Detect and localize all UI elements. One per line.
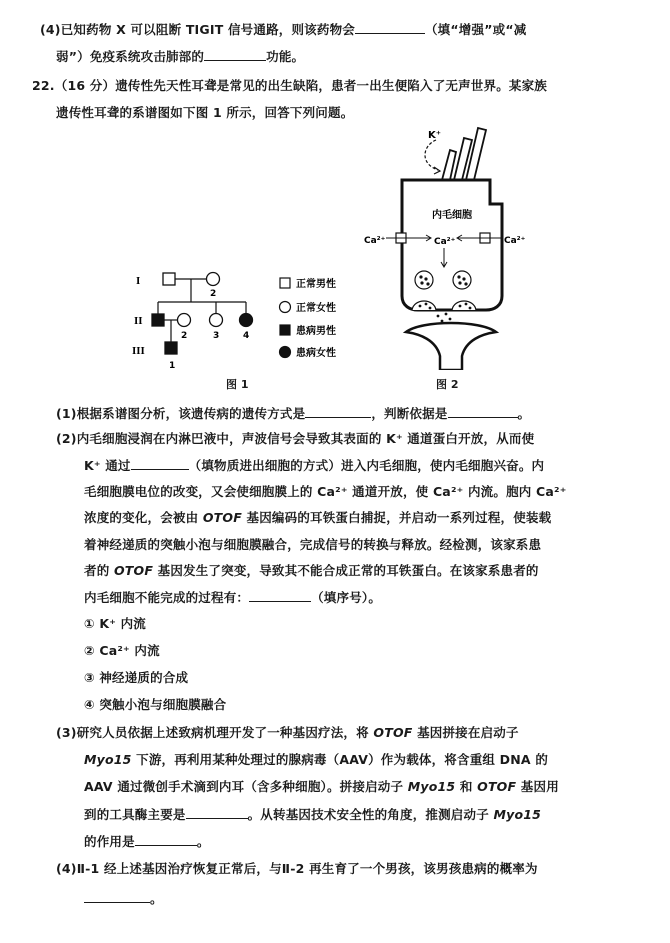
q22-intro-line1: 22.（16 分）遗传性先天性耳聋是常见的出生缺陷，患者一出生便陷入了无声世界。某家族 (32, 78, 547, 93)
q21-part4-line1 (40, 20, 526, 39)
svg-text:3: 3 (213, 331, 220, 341)
q21-part4-text-b: （填“增强”或“减 (424, 22, 527, 37)
svg-text:1: 1 (169, 361, 176, 371)
synaptic-vesicle-2 (453, 271, 471, 289)
pedigree-figure (130, 262, 380, 372)
figure2-caption: 图 2 (436, 378, 459, 391)
svg-text:2: 2 (210, 289, 217, 299)
pedigree-II-3-normal-female (210, 314, 223, 327)
svg-text:4: 4 (243, 331, 250, 341)
q21-part4-line2 (56, 47, 304, 66)
q22-part4-line2: 。 (84, 889, 163, 908)
ca-label-mid: Ca²⁺ (434, 237, 456, 247)
hair-cell-label: 内毛细胞 (432, 210, 472, 221)
pedigree-II-2-normal-female (178, 314, 191, 327)
q21-part4-text-d: 功能。 (266, 49, 305, 64)
pedigree-III-1-affected-male (165, 342, 177, 354)
q22-part2-line1: (2)内毛细胞浸润在内淋巴液中，声波信号会导致其表面的 K⁺ 通道蛋白开放，从而使 (56, 431, 535, 446)
q22-option-1: ① K⁺ 内流 (84, 616, 146, 631)
hair-cell-svg (362, 120, 542, 370)
answer-blank[interactable] (448, 404, 518, 418)
q22-part2-line7: 内毛细胞不能完成的过程有： （填序号）。 (84, 590, 382, 605)
answer-blank[interactable] (135, 832, 197, 846)
hair-cell-figure (362, 120, 542, 370)
pedigree-II-4-affected-female (240, 314, 253, 327)
q22-option-3: ③ 神经递质的合成 (84, 670, 189, 685)
gen-label-I: I (136, 275, 141, 287)
k-flow-arrow (425, 140, 438, 170)
legend-affected-female: 患病女性 (296, 348, 336, 359)
q22-option-4: ④ 突触小泡与细胞膜融合 (84, 697, 227, 712)
q22-part3-line1: (3)研究人员依据上述致病机理开发了一种基因疗法，将 OTOF 基因拼接在启动子 (56, 725, 519, 740)
legend-affected-female-symbol (280, 347, 291, 358)
ca-label-right: Ca²⁺ (504, 236, 526, 246)
legend-normal-male: 正常男性 (296, 279, 336, 290)
q21-part4-text-c: 弱”）免疫系统攻击肺部的 (56, 49, 205, 64)
answer-blank[interactable] (305, 404, 371, 418)
q22-part2-line3: 毛细胞膜电位的改变，又会使细胞膜上的 Ca²⁺ 通道开放，使 Ca²⁺ 内流。胞内 Ca²⁺ (84, 484, 567, 499)
synaptic-vesicle-1 (415, 271, 433, 289)
q21-part4-text-a: (4)已知药物 X 可以阻断 TIGIT 信号通路，则该药物会 (40, 22, 355, 37)
q22-part3-line3: AAV 通过微创手术滴到内耳（含多种细胞）。拼接启动子 Myo15 和 OTOF 基因用 (84, 779, 559, 794)
q22-part4-line1: (4)Ⅱ-1 经上述基因治疗恢复正常后，与Ⅱ-2 再生育了一个男孩，该男孩患病的概率为 (56, 861, 538, 876)
legend-normal-male-symbol (280, 278, 290, 288)
legend-normal-female-symbol (280, 302, 291, 313)
answer-blank[interactable] (131, 456, 189, 470)
figure1-caption: 图 1 (226, 378, 249, 391)
svg-text:2: 2 (181, 331, 188, 341)
q22-part2-line5: 着神经递质的突触小泡与细胞膜融合，完成信号的转换与释放。经检测，该家系患 (84, 537, 542, 552)
k-ion-label: K⁺ (428, 130, 442, 141)
answer-blank[interactable] (84, 889, 150, 903)
pedigree-I-2-normal-female (207, 273, 220, 286)
pedigree-svg (130, 262, 380, 372)
answer-blank[interactable] (186, 805, 248, 819)
postsynaptic-neuron (406, 323, 496, 370)
ca-label-left: Ca²⁺ (364, 236, 386, 246)
q22-part2-line6: 者的 OTOF 基因发生了突变，导致其不能合成正常的耳铁蛋白。在该家系患者的 (84, 563, 539, 578)
q22-part3-line4: 到的工具酶主要是 。从转基因技术安全性的角度，推测启动子 Myo15 (84, 807, 542, 822)
answer-blank[interactable] (249, 588, 311, 602)
legend-affected-male: 患病男性 (296, 326, 336, 337)
q22-intro-line2: 遗传性耳聋的系谱图如下图 1 所示，回答下列问题。 (56, 105, 354, 120)
q22-part2-line4: 浓度的变化，会被由 OTOF 基因编码的耳铁蛋白捕捉，并启动一系列过程，使装载 (84, 510, 552, 525)
gen-label-II: II (134, 315, 143, 327)
pedigree-I-1-normal-male (163, 273, 175, 285)
legend-normal-female: 正常女性 (296, 303, 336, 314)
q22-part1: (1)根据系谱图分析，该遗传病的遗传方式是 ，判断依据是 。 (56, 406, 531, 421)
gen-label-III: III (132, 345, 145, 357)
answer-blank[interactable] (355, 20, 425, 34)
pedigree-II-1-affected-male (152, 314, 164, 326)
q22-part3-line5: 的作用是 。 (84, 834, 210, 849)
stereocilium-1 (442, 150, 456, 180)
q22-option-2: ② Ca²⁺ 内流 (84, 643, 160, 658)
q22-part3-line2: Myo15 下游，再利用某种处理过的腺病毒（AAV）作为载体，将含重组 DNA 的 (84, 752, 549, 767)
answer-blank[interactable] (204, 47, 266, 61)
q22-part2-line2: K⁺ 通过 （填物质进出细胞的方式）进入内毛细胞，使内毛细胞兴奋。内 (84, 458, 545, 473)
legend-affected-male-symbol (280, 325, 290, 335)
